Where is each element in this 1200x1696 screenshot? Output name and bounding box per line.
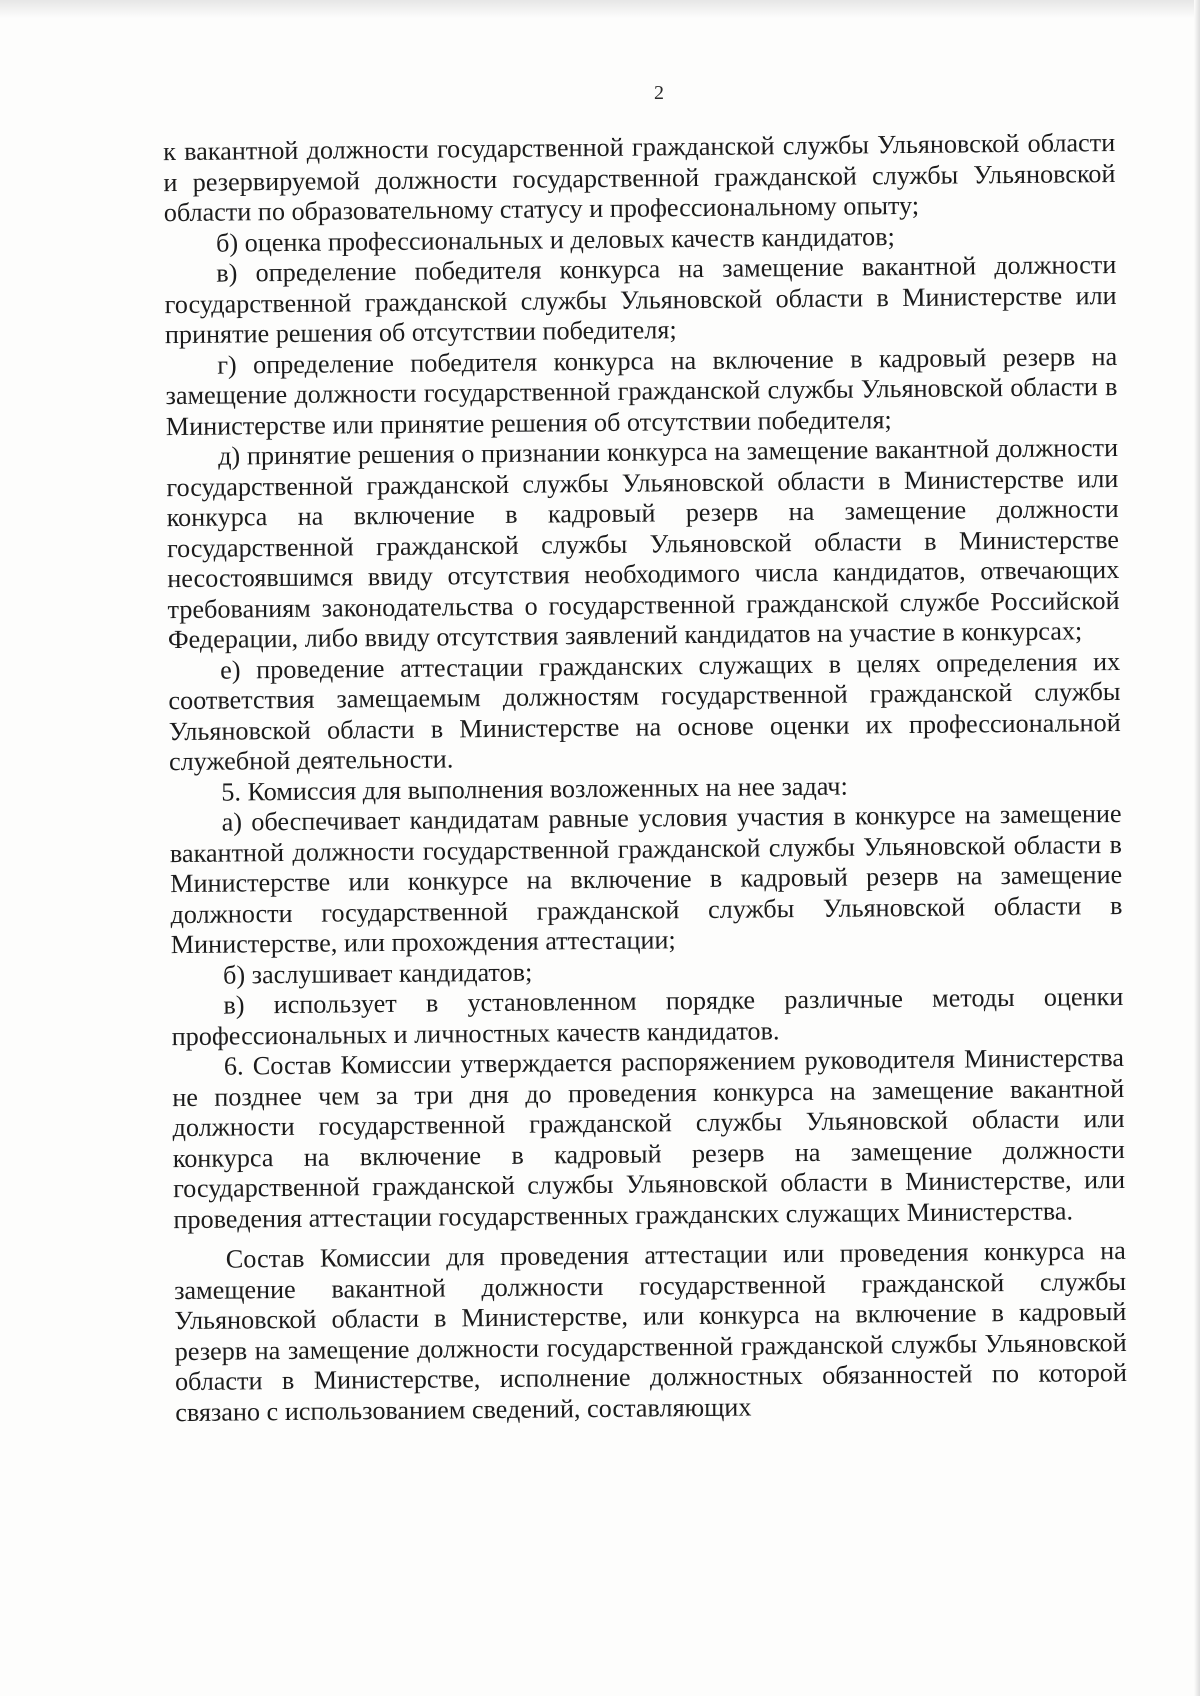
paragraph-continuation: к вакантной должности государственной гражданской службы Ульяновской области и резервируемой должности государственной гражданской службы Ульяновской области по образовательному статусу и профессиональному опыту; <box>163 128 1116 228</box>
paragraph-item-g: г) определение победителя конкурса на включение в кадровый резерв на замещение должности государственной гражданской службы Ульяновской области в Министерстве или принятие решения об отсутствии победителя; <box>165 341 1118 441</box>
paragraph-item-b2: б) заслушивает кандидатов; <box>222 957 533 990</box>
paragraph-item-v2: в) использует в установленном порядке различные методы оценки профессиональных и личностных качеств кандидатов. <box>171 981 1124 1051</box>
scan-shadow-right <box>1194 0 1200 1696</box>
scan-shadow-top <box>0 0 1200 18</box>
paragraph-item-v: в) определение победителя конкурса на замещение вакантной должности государственной гражданской службы Ульяновской области в Министерстве или принятие решения об отсутствии победителя; <box>164 249 1117 350</box>
paragraph-section-5: 5. Комиссия для выполнения возложенных на нее задач: <box>221 771 848 807</box>
paragraph-item-e: е) проведение аттестации гражданских служащих в целях определения их соответствия замещаемым должностям государственной гражданской службы Ульяновской области в Министерстве на основе оценки их профессиональной служебной деятельности. <box>168 646 1121 777</box>
document-body <box>163 128 1127 1428</box>
paragraph-section-6: 6. Состав Комиссии утверждается распоряжением руководителя Министерства не позднее чем за три дня до проведения конкурса на замещение вакантной должности государственной гражданской службы Ульяновской области или конкурса на включение в кадровый резерв на замещение должности государственной гражданской службы Ульяновской области в Министерстве, или проведения аттестации государственных гражданских служащих Министерства. <box>172 1042 1126 1234</box>
paragraph-commission-composition: Состав Комиссии для проведения аттестации или проведения конкурса на замещение вакантной должности государственной гражданской службы Ульяновской области в Министерстве, или конкурса на включение в кадровый резерв на замещение должности государственной гражданской службы Ульяновской области в Министерстве, исполнение должностных обязанностей по которой связано с использованием сведений, составляющих <box>173 1235 1128 1427</box>
paragraph-item-b: б) оценка профессиональных и деловых качеств кандидатов; <box>215 221 895 258</box>
page-number: 2 <box>654 82 664 104</box>
paragraph-item-a: а) обеспечивает кандидатам равные условия участия в конкурсе на замещение вакантной должности государственной гражданской службы Ульяновской области в Министерстве или конкурсе на включение в кадровый резерв на замещение должности государственной гражданской службы Ульяновской области в Министерстве, или прохождения аттестации; <box>169 798 1123 960</box>
paragraph-item-d: д) принятие решения о признании конкурса на замещение вакантной должности государственной гражданской службы Ульяновской области в Министерстве или конкурса на включение в кадровый резерв на замещение должности государственной гражданской службы Ульяновской области в Министерстве несостоявшимся ввиду отсутствия необходимого числа кандидатов, отвечающих требованиям законодательства о государственной гражданской службе Российской Федерации, либо ввиду отсутствия заявлений кандидатов на участие в конкурсах; <box>166 432 1120 655</box>
